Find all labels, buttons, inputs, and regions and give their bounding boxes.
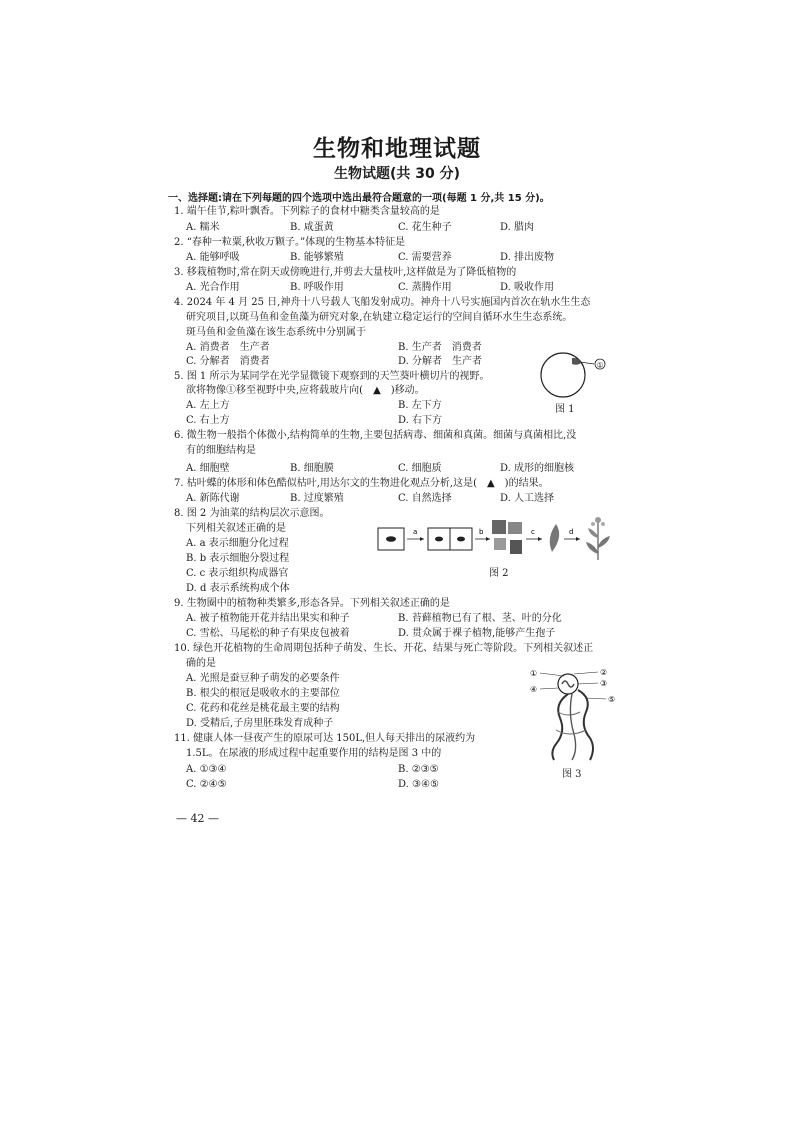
option: B. b 表示细胞分裂过程	[186, 553, 290, 564]
page-title: 生物和地理试题	[313, 136, 481, 162]
option: C. c 表示组织构成器官	[186, 568, 289, 579]
option: C. 自然选择	[398, 493, 452, 504]
option: D. d 表示系统构成个体	[186, 583, 290, 594]
figure-1-microscope-view	[538, 352, 610, 400]
figure-3-nephron	[528, 664, 624, 764]
fig3-marker: ③	[600, 679, 608, 688]
option: D. 排出废物	[500, 252, 555, 263]
fig3-marker: ②	[600, 668, 608, 677]
option: D. 腊肉	[500, 222, 535, 233]
question-stem: 斑马鱼和金鱼藻在该生态系统中分别属于	[186, 327, 366, 338]
option: D. ③④⑤	[398, 779, 439, 790]
option: B. 过度繁殖	[290, 493, 344, 504]
option: C. 右上方	[186, 415, 230, 426]
question-stem: 5. 图 1 所示为某同学在光学显微镜下观察到的天竺葵叶横切片的视野。	[174, 371, 490, 382]
figure-2-structure-levels	[376, 514, 616, 564]
option: A. 能够呼吸	[186, 252, 240, 263]
fig2-arrow-label: b	[479, 528, 484, 536]
option: C. ②④⑤	[186, 779, 227, 790]
option: A. 新陈代谢	[186, 493, 240, 504]
option: A. 消费者 生产者	[186, 342, 270, 353]
question-stem: 有的细胞结构是	[186, 445, 256, 456]
option: A. 左上方	[186, 400, 230, 411]
option: B. ②③⑤	[398, 764, 439, 775]
figure-3-label: 图 3	[562, 769, 582, 780]
option: A. 被子植物能开花并结出果实和种子	[186, 613, 350, 624]
option: C. 分解者 消费者	[186, 356, 270, 367]
option: B. 呼吸作用	[290, 282, 344, 293]
option: D. 吸收作用	[500, 282, 555, 293]
option: A. 糯米	[186, 222, 220, 233]
figure-2-label: 图 2	[489, 568, 509, 579]
fig1-marker: ①	[596, 361, 604, 370]
question-stem: 11. 健康人体一昼夜产生的原尿可达 150L,但人每天排出的尿液约为	[174, 733, 476, 744]
option: D. 人工选择	[500, 493, 555, 504]
option: C. 雪松、马尾松的种子有果皮包被着	[186, 628, 350, 639]
option: A. 光照是蚕豆种子萌发的必要条件	[186, 673, 340, 684]
option: B. 咸蛋黄	[290, 222, 334, 233]
option: D. 成形的细胞核	[500, 463, 575, 474]
question-stem: 确的是	[186, 658, 216, 669]
question-stem: 研究项目,以斑马鱼和金鱼藻为研究对象,在轨建立稳定运行的空间自循环水生生态系统。	[186, 312, 573, 323]
option: D. 受精后,子房里胚珠发育成种子	[186, 718, 334, 729]
question-stem: 10. 绿色开花植物的生命周期包括种子萌发、生长、开花、结果与死亡等阶段。下列相关叙述正	[174, 643, 594, 654]
question-stem: 4. 2024 年 4 月 25 日,神舟十八号载人飞船发射成功。神舟十八号实施国内首次在轨水生生态	[174, 297, 591, 308]
option: B. 根尖的根冠是吸收水的主要部位	[186, 688, 340, 699]
option: C. 花生种子	[398, 222, 452, 233]
option: B. 左下方	[398, 400, 442, 411]
question-stem: 9. 生物圈中的植物种类繁多,形态各异。下列相关叙述正确的是	[174, 598, 450, 609]
option: A. 光合作用	[186, 282, 240, 293]
question-stem: 6. 微生物一般指个体微小,结构简单的生物,主要包括病毒、细菌和真菌。细菌与真菌相比,没	[174, 430, 577, 441]
option: C. 花药和花丝是桃花最主要的结构	[186, 703, 340, 714]
option: B. 苔藓植物已有了根、茎、叶的分化	[398, 613, 562, 624]
fig3-marker: ①	[530, 669, 538, 678]
question-stem: 8. 图 2 为油菜的结构层次示意图。	[174, 508, 330, 519]
option: D. 贯众属于裸子植物,能够产生孢子	[398, 628, 556, 639]
question-stem: 下列相关叙述正确的是	[186, 523, 286, 534]
option: B. 能够繁殖	[290, 252, 344, 263]
fig2-arrow-label: d	[569, 528, 574, 536]
option: B. 细胞膜	[290, 463, 334, 474]
option: D. 右下方	[398, 415, 443, 426]
option: C. 需要营养	[398, 252, 452, 263]
option: A. a 表示细胞分化过程	[186, 538, 289, 549]
question-stem: 2. “春种一粒粟,秋收万颗子。”体现的生物基本特征是	[174, 237, 406, 248]
tissue-samples	[492, 520, 522, 554]
question-stem: 1. 端午佳节,粽叶飘香。下列粽子的食材中糖类含量较高的是	[174, 206, 440, 217]
fig2-arrow-label: a	[413, 528, 418, 536]
fig2-arrow-label: c	[531, 528, 535, 536]
option: A. ①③④	[186, 764, 227, 775]
option: D. 分解者 生产者	[398, 356, 483, 367]
section-subtitle: 生物试题(共 30 分)	[333, 166, 461, 182]
section-heading: 一、选择题:请在下列每题的四个选项中选出最符合题意的一项(每题 1 分,共 15 分)。	[168, 193, 550, 204]
question-stem: 1.5L。在尿液的形成过程中起重要作用的结构是图 3 中的	[186, 748, 442, 759]
page-number: — 42 —	[176, 812, 219, 825]
fig3-marker: ④	[530, 685, 538, 694]
question-stem: 7. 枯叶蝶的体形和体色酷似枯叶,用达尔文的生物进化观点分析,这是( ▲ )的结果。	[174, 478, 549, 489]
fig3-marker: ⑤	[608, 695, 616, 704]
question-stem: 3. 移栽植物时,常在阴天或傍晚进行,并剪去大量枝叶,这样做是为了降低植物的	[174, 267, 517, 278]
leaf-organ	[550, 524, 559, 552]
option: B. 生产者 消费者	[398, 342, 482, 353]
option: A. 细胞壁	[186, 463, 230, 474]
rapeseed-plant	[586, 517, 610, 560]
figure-1-label: 图 1	[555, 404, 575, 415]
option: C. 细胞质	[398, 463, 442, 474]
option: C. 蒸腾作用	[398, 282, 452, 293]
question-stem: 欲将物像①移至视野中央,应将载玻片向( ▲ )移动。	[186, 385, 425, 396]
